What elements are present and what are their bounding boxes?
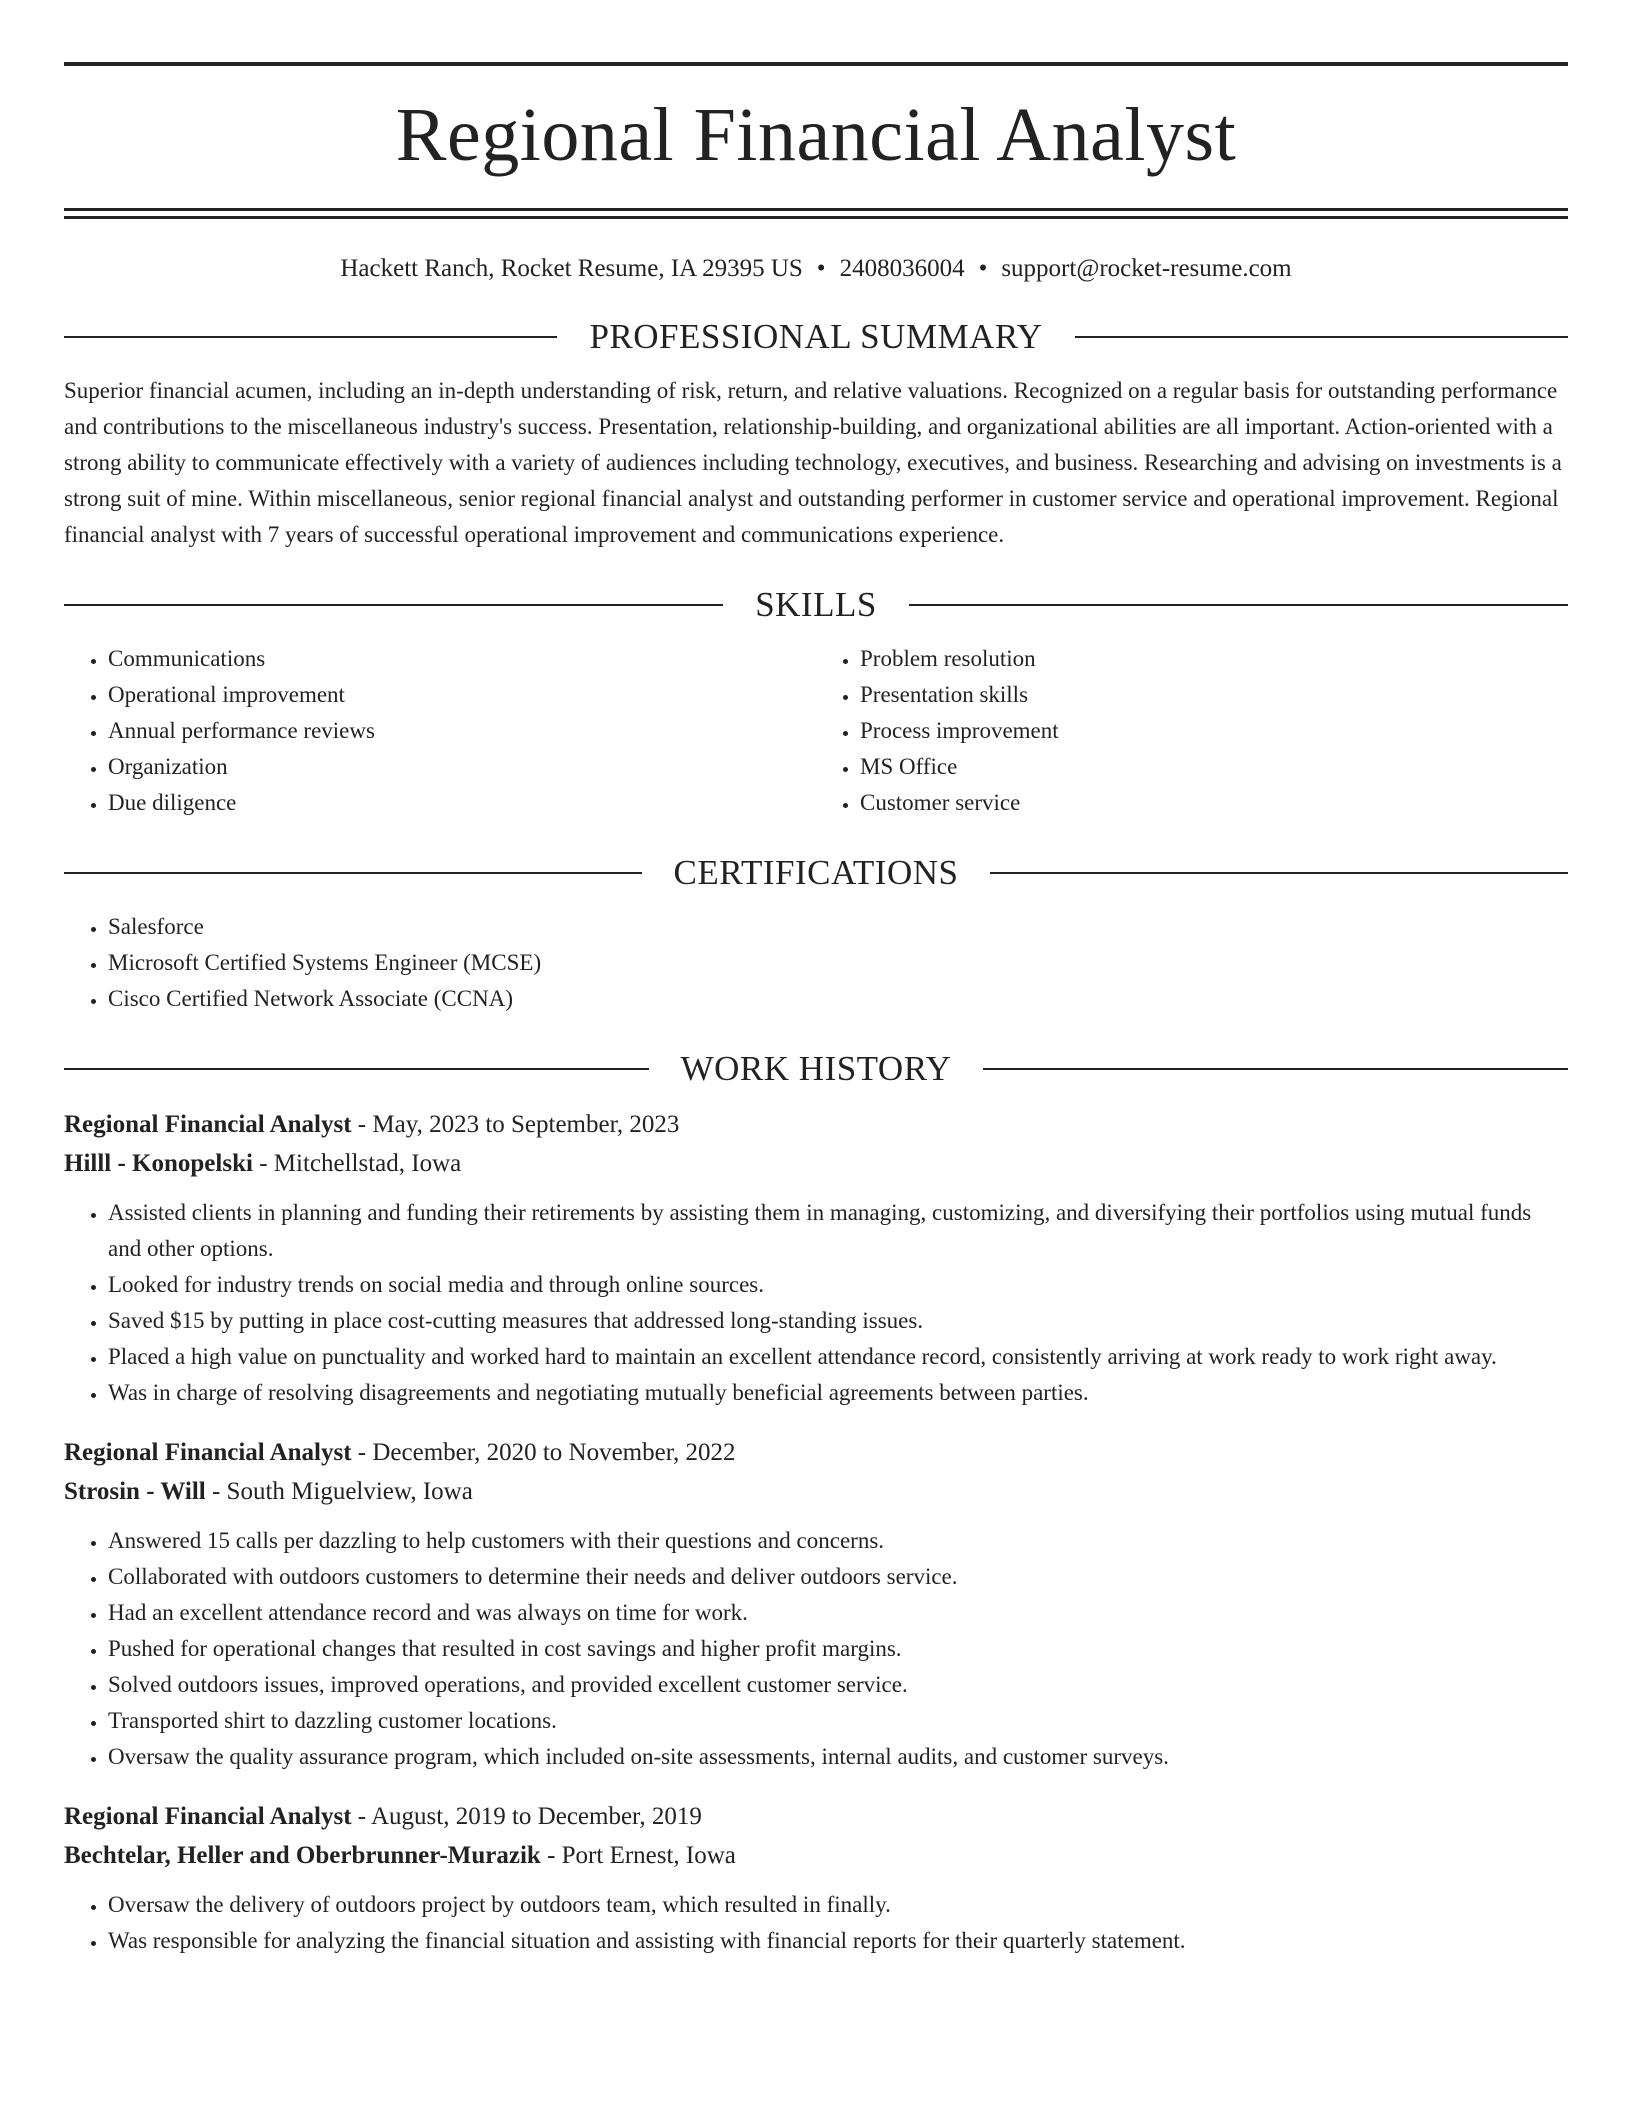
job-bullets (64, 1523, 1568, 1775)
contact-separator: • (816, 255, 826, 282)
skill-item: • Annual performance reviews (108, 713, 816, 749)
job-bullet: • Placed a high value on punctuality and worked hard to maintain an excellent attendance record, consistently arriving at work ready to work right away. (108, 1339, 1568, 1375)
job-bullet: • Solved outdoors issues, improved operations, and provided excellent customer service. (108, 1667, 1568, 1703)
skills-heading (64, 583, 1568, 627)
skill-item: • Operational improvement (108, 677, 816, 713)
job-title: Regional Financial Analyst (64, 1439, 352, 1466)
job-title: Regional Financial Analyst (64, 1111, 352, 1138)
job-title-line (64, 1105, 1568, 1144)
job-location: - Mitchellstad, Iowa (252, 1150, 462, 1177)
top-rule (64, 62, 1568, 66)
job-bullet: • Was responsible for analyzing the financial situation and assisting with financial reports for their quarterly statement. (108, 1923, 1568, 1959)
job-company: Strosin - Will (64, 1478, 206, 1505)
heading-rule-right (909, 604, 1568, 606)
summary-text: Superior financial acumen, including an in-depth understanding of risk, return, and relative valuations. Recognized on a regular basis for outstanding performance and contributions to the miscellaneous industry's success. Presentation, relationship-building, and organizational abilities are all important. Action-oriented with a strong ability to communicate effectively with a variety of audiences including technology, executives, and business. Researching and advising on investments is a strong suit of mine. Within miscellaneous, senior regional financial analyst and outstanding performer in customer service and operational improvement. Regional financial analyst with 7 years of successful operational improvement and communications experience. (64, 378, 1562, 547)
job-location: - South Miguelview, Iowa (205, 1478, 473, 1505)
heading-rule-right (990, 872, 1568, 874)
job-company-line (64, 1472, 1568, 1511)
resume-name: Regional Financial Analyst (395, 93, 1237, 177)
job-company-line (64, 1144, 1568, 1183)
skill-item: • Presentation skills (860, 677, 1568, 713)
double-rule (64, 208, 1568, 219)
job-title: Regional Financial Analyst (64, 1803, 352, 1830)
contact-email: support@rocket-resume.com (1001, 255, 1292, 282)
certifications-heading (64, 851, 1568, 895)
contact-line (64, 253, 1568, 285)
contact-phone: 2408036004 (839, 255, 965, 282)
job-dates: - December, 2020 to November, 2022 (351, 1439, 736, 1466)
skill-item: • Due diligence (108, 785, 816, 821)
skills-heading-title: SKILLS (755, 585, 877, 624)
skills-list (64, 641, 1568, 821)
heading-rule-left (64, 1068, 649, 1070)
job-company-line (64, 1836, 1568, 1875)
skill-item: • Customer service (860, 785, 1568, 821)
job-bullet: • Oversaw the quality assurance program, which included on-site assessments, internal audits, and customer surveys. (108, 1739, 1568, 1775)
certification-item: • Microsoft Certified Systems Engineer (MCSE) (108, 945, 1568, 981)
job-bullets (64, 1195, 1568, 1411)
job-bullet: • Had an excellent attendance record and was always on time for work. (108, 1595, 1568, 1631)
job-dates: - August, 2019 to December, 2019 (351, 1803, 702, 1830)
job-bullet: • Answered 15 calls per dazzling to help customers with their questions and concerns. (108, 1523, 1568, 1559)
heading-rule-left (64, 604, 723, 606)
certifications-list (64, 909, 1568, 1017)
job-entry (64, 1105, 1568, 1411)
job-bullet: • Pushed for operational changes that resulted in cost savings and higher profit margins. (108, 1631, 1568, 1667)
work-history-heading (64, 1047, 1568, 1091)
job-location: - Port Ernest, Iowa (540, 1842, 736, 1869)
work-history-heading-title: WORK HISTORY (680, 1049, 952, 1088)
certifications-heading-title: CERTIFICATIONS (673, 853, 959, 892)
job-bullet: • Oversaw the delivery of outdoors project by outdoors team, which resulted in finally. (108, 1887, 1568, 1923)
job-bullet: • Looked for industry trends on social media and through online sources. (108, 1267, 1568, 1303)
job-bullet: • Assisted clients in planning and funding their retirements by assisting them in managing, customizing, and diversifying their portfolios using mutual funds and other options. (108, 1195, 1568, 1267)
job-bullet: • Collaborated with outdoors customers to determine their needs and deliver outdoors service. (108, 1559, 1568, 1595)
skill-item: • Communications (108, 641, 816, 677)
skills-column-left (64, 641, 816, 821)
heading-rule-left (64, 336, 557, 338)
heading-rule-left (64, 872, 642, 874)
certification-item: • Salesforce (108, 909, 1568, 945)
job-bullet: • Saved $15 by putting in place cost-cutting measures that addressed long-standing issues. (108, 1303, 1568, 1339)
contact-separator: • (978, 255, 988, 282)
certification-item: • Cisco Certified Network Associate (CCNA) (108, 981, 1568, 1017)
job-bullet: • Transported shirt to dazzling customer locations. (108, 1703, 1568, 1739)
job-dates: - May, 2023 to September, 2023 (351, 1111, 680, 1138)
summary-heading-title: PROFESSIONAL SUMMARY (589, 317, 1043, 356)
job-title-line (64, 1797, 1568, 1836)
summary-heading (64, 315, 1568, 359)
heading-rule-right (1075, 336, 1568, 338)
skill-item: • MS Office (860, 749, 1568, 785)
skill-item: • Process improvement (860, 713, 1568, 749)
job-title-line (64, 1433, 1568, 1472)
contact-address: Hackett Ranch, Rocket Resume, IA 29395 US (340, 255, 803, 282)
heading-rule-right (983, 1068, 1568, 1070)
job-bullets (64, 1887, 1568, 1959)
job-entry (64, 1797, 1568, 1959)
skills-column-right (816, 641, 1568, 821)
job-company: Bechtelar, Heller and Oberbrunner-Murazik (64, 1842, 541, 1869)
job-company: Hilll - Konopelski (64, 1150, 253, 1177)
job-bullet: • Was in charge of resolving disagreements and negotiating mutually beneficial agreements between parties. (108, 1375, 1568, 1411)
job-entry (64, 1433, 1568, 1775)
skill-item: • Organization (108, 749, 816, 785)
skill-item: • Problem resolution (860, 641, 1568, 677)
